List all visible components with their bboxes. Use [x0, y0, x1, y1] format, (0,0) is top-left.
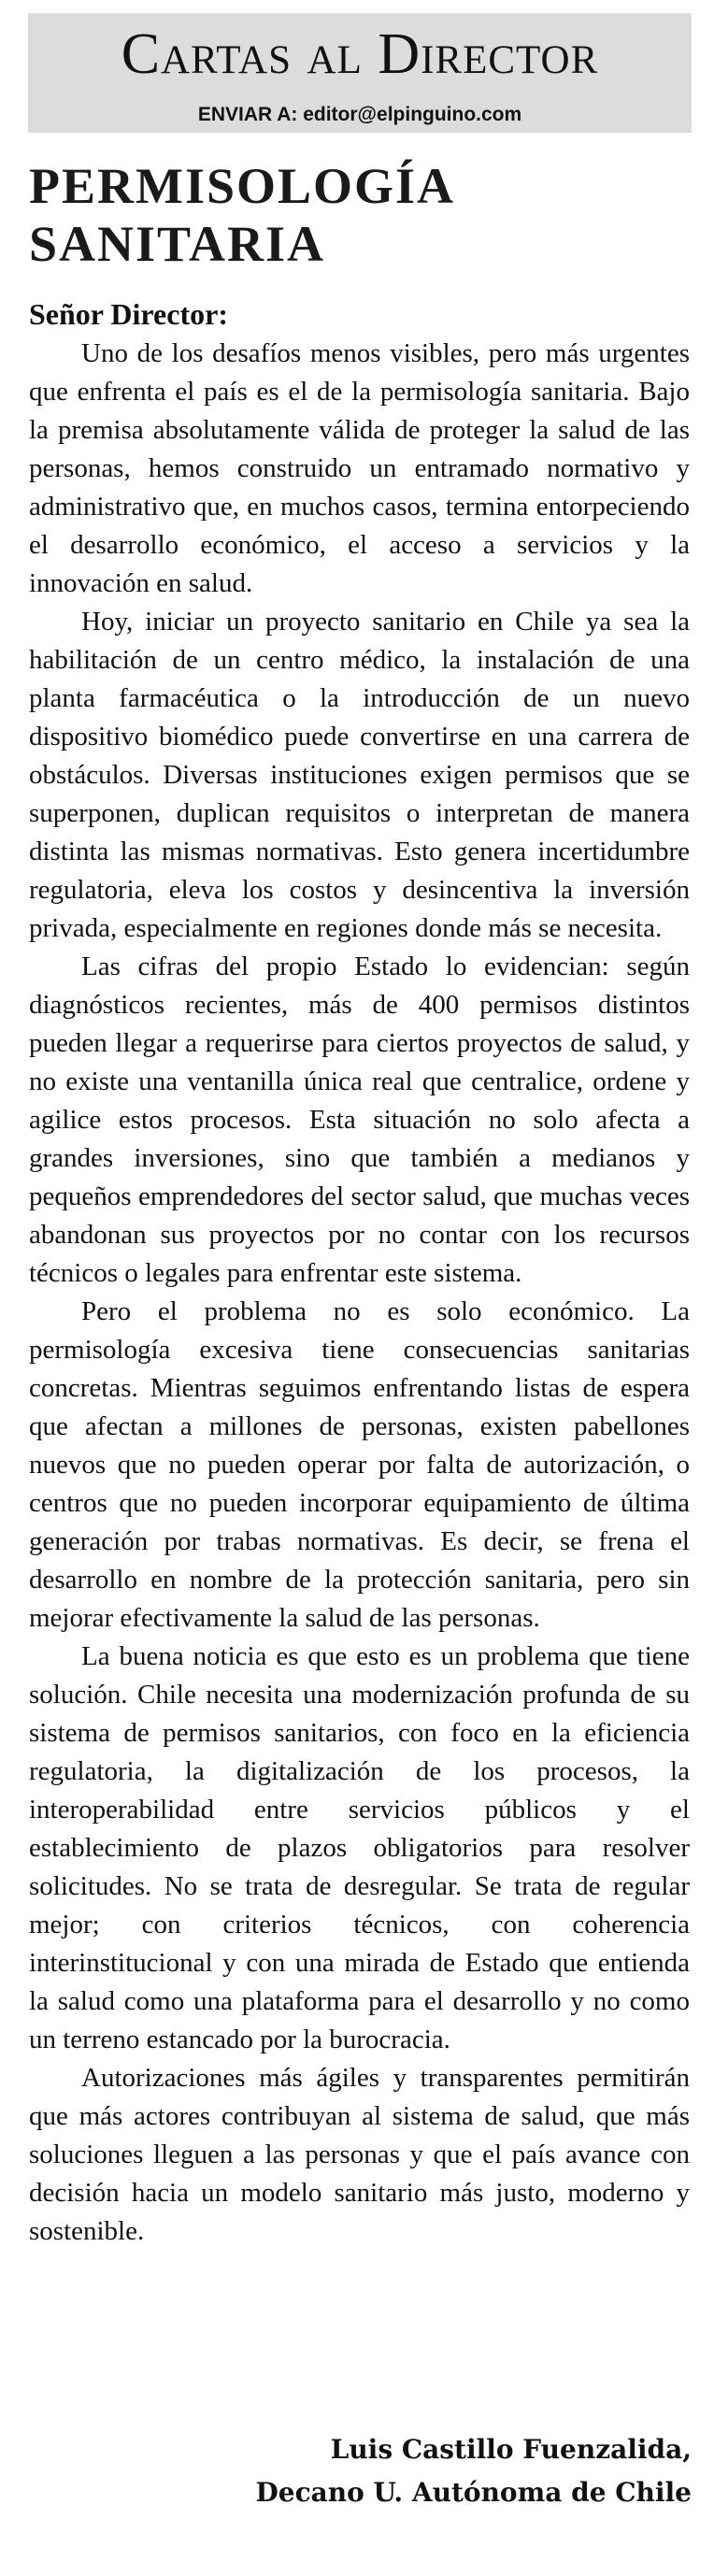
- submission-email: ENVIAR A: editor@elpinguino.com: [197, 104, 522, 125]
- letter-paragraph: Hoy, iniciar un proyecto sanitario en Chile ya sea la habilitación de un centro médico, la instalación de una planta farmacéutica o la introducción de un nuevo dispositivo biomédico puede convertirse en una carrera de obstáculos. Diversas instituciones exigen permisos que se superponen, duplican requisitos o interpretan de manera distinta las mismas normativas. Esto genera incertidumbre regulatoria, eleva los costos y desincentiva la inversión privada, especialmente en regiones donde más se necesita.: [29, 607, 690, 943]
- letter-salutation: Señor Director:: [29, 297, 228, 331]
- letter-paragraph: Autorizaciones más ágiles y transparentes permitirán que más actores contribuyan al sistema de salud, que más soluciones lleguen a las personas y que el país avance con decisión hacia un modelo sanitario más justo, moderno y sostenible.: [29, 2063, 690, 2246]
- signature-title: Decano U. Autónoma de Chile: [255, 2477, 692, 2508]
- letter-paragraph: Uno de los desafíos menos visibles, pero más urgentes que enfrenta el país es el de la permisología sanitaria. Bajo la premisa absolutamente válida de proteger la salud de las personas, hemos construido un entramado normativo y administrativo que, en muchos casos, termina entorpeciendo el desarrollo económico, el acceso a servicios y la innovación en salud.: [29, 338, 690, 598]
- letter-paragraph: Pero el problema no es solo económico. La permisología excesiva tiene consecuencias sanitarias concretas. Mientras seguimos enfrentando listas de espera que afectan a millones de personas, existen pabellones nuevos que no pueden operar por falta de autorización, o centros que no pueden incorporar equipamiento de última generación por trabas normativas. Es decir, se frena el desarrollo en nombre de la protección sanitaria, pero sin mejorar efectivamente la salud de las personas.: [29, 1296, 690, 1633]
- column-title: Cartas al Director: [121, 22, 599, 86]
- letter-paragraph: Las cifras del propio Estado lo evidencian: según diagnósticos recientes, más de 400 permisos distintos pueden llegar a requerirse para ciertos proyectos de salud, y no existe una ventanilla única real que centralice, ordene y agilice estos procesos. Esta situación no solo afecta a grandes inversiones, sino que también a medianos y pequeños emprendedores del sector salud, que muchas veces abandonan sus proyectos por no contar con los recursos técnicos o legales para enfrentar este sistema.: [29, 952, 690, 1288]
- letter-headline: [29, 157, 664, 273]
- letter-body: [29, 335, 690, 2251]
- signature-name: Luis Castillo Fuenzalida,: [330, 2434, 692, 2465]
- headline-line-1: PERMISOLOGÍA: [29, 158, 456, 214]
- headline-line-2: SANITARIA: [29, 216, 326, 272]
- letter-paragraph: La buena noticia es que esto es un problema que tiene solución. Chile necesita una modernización profunda de su sistema de permisos sanitarios, con foco en la eficiencia regulatoria, la digitalización de los procesos, la interoperabilidad entre servicios públicos y el establecimiento de plazos obligatorios para resolver solicitudes. No se trata de desregular. Se trata de regular mejor; con criterios técnicos, con coherencia interinstitucional y con una mirada de Estado que entienda la salud como una plataforma para el desarrollo y no como un terreno estancado por la burocracia.: [29, 1641, 690, 2054]
- column-header: [28, 13, 692, 133]
- letter-signature: [255, 2428, 692, 2514]
